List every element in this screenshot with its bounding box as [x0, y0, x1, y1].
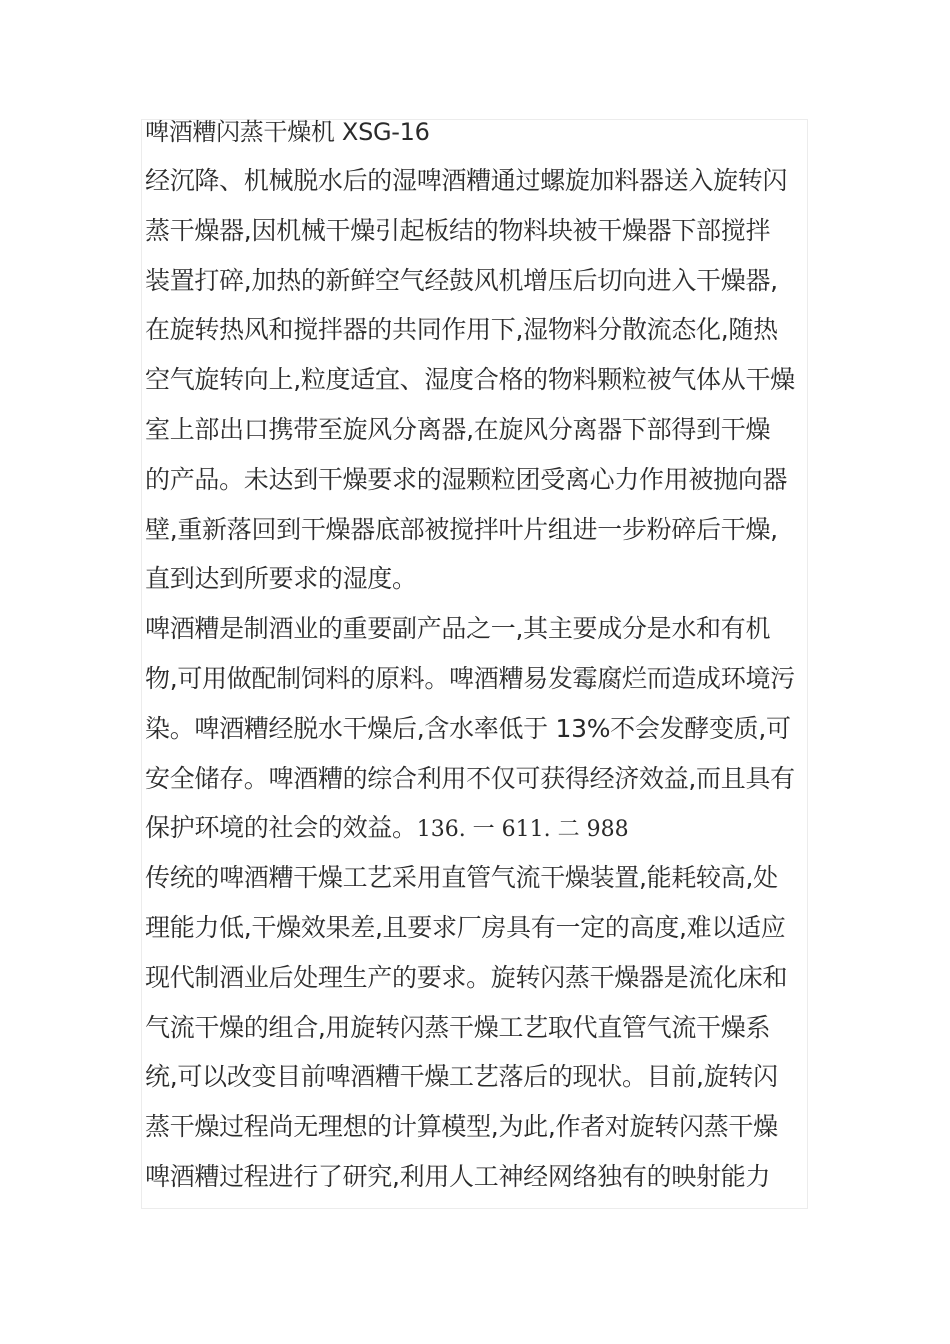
text-line: 在旋转热风和搅拌器的共同作用下,湿物料分散流态化,随热	[145, 315, 778, 345]
text-line: 气流干燥的组合,用旋转闪蒸干燥工艺取代直管气流干燥系	[145, 1012, 771, 1042]
paragraph-process	[145, 156, 813, 604]
text-line: 直到达到所要求的湿度。	[145, 564, 417, 594]
contact-line	[145, 803, 813, 853]
text-line: 蒸干燥器,因机械干燥引起板结的物料块被干燥器下部搅拌	[145, 215, 771, 245]
text-line: 啤酒糟是制酒业的重要副产品之一,其主要成分是水和有机	[145, 614, 771, 644]
text-line: 的产品。未达到干燥要求的湿颗粒团受离心力作用被抛向器	[145, 464, 788, 494]
text-line: 经沉降、机械脱水后的湿啤酒糟通过螺旋加料器送入旋转闪	[145, 166, 788, 195]
text-line: 壁,重新落回到干燥器底部被搅拌叶片组进一步粉碎后干燥,	[145, 514, 778, 544]
text-line: 装置打碎,加热的新鲜空气经鼓风机增压后切向进入干燥器,	[145, 265, 778, 295]
text-line: 蒸干燥过程尚无理想的计算模型,为此,作者对旋转闪蒸干燥	[145, 1112, 778, 1142]
text-line: 空气旋转向上,粒度适宜、湿度合格的物料颗粒被气体从干燥	[145, 365, 795, 395]
text-line: 理能力低,干燥效果差,且要求厂房具有一定的高度,难以适应	[145, 912, 786, 942]
document-title: 啤酒糟闪蒸干燥机 XSG-16	[145, 118, 430, 146]
text-line: 室上部出口携带至旋风分离器,在旋风分离器下部得到干燥	[145, 414, 771, 444]
text-line: 传统的啤酒糟干燥工艺采用直管气流干燥装置,能耗较高,处	[145, 863, 778, 893]
document-body	[145, 108, 813, 1202]
contact-text: 保护环境的社会的效益。	[145, 813, 417, 843]
contact-number: 136. 一 611. 二 988	[416, 817, 629, 843]
text-line: 啤酒糟过程进行了研究,利用人工神经网络独有的映射能力	[145, 1161, 771, 1191]
text-line: 物,可用做配制饲料的原料。啤酒糟易发霉腐烂而造成环境污	[145, 663, 795, 693]
text-line: 安全储存。啤酒糟的综合利用不仅可获得经济效益,而且具有	[145, 763, 795, 793]
paragraph-byproduct	[145, 604, 813, 853]
text-line: 染。啤酒糟经脱水干燥后,含水率低于 13%不会发酵变质,可	[145, 713, 791, 743]
paragraph-traditional	[145, 853, 813, 1202]
text-line: 统,可以改变目前啤酒糟干燥工艺落后的现状。目前,旋转闪	[145, 1062, 778, 1092]
text-line: 现代制酒业后处理生产的要求。旋转闪蒸干燥器是流化床和	[145, 962, 788, 992]
